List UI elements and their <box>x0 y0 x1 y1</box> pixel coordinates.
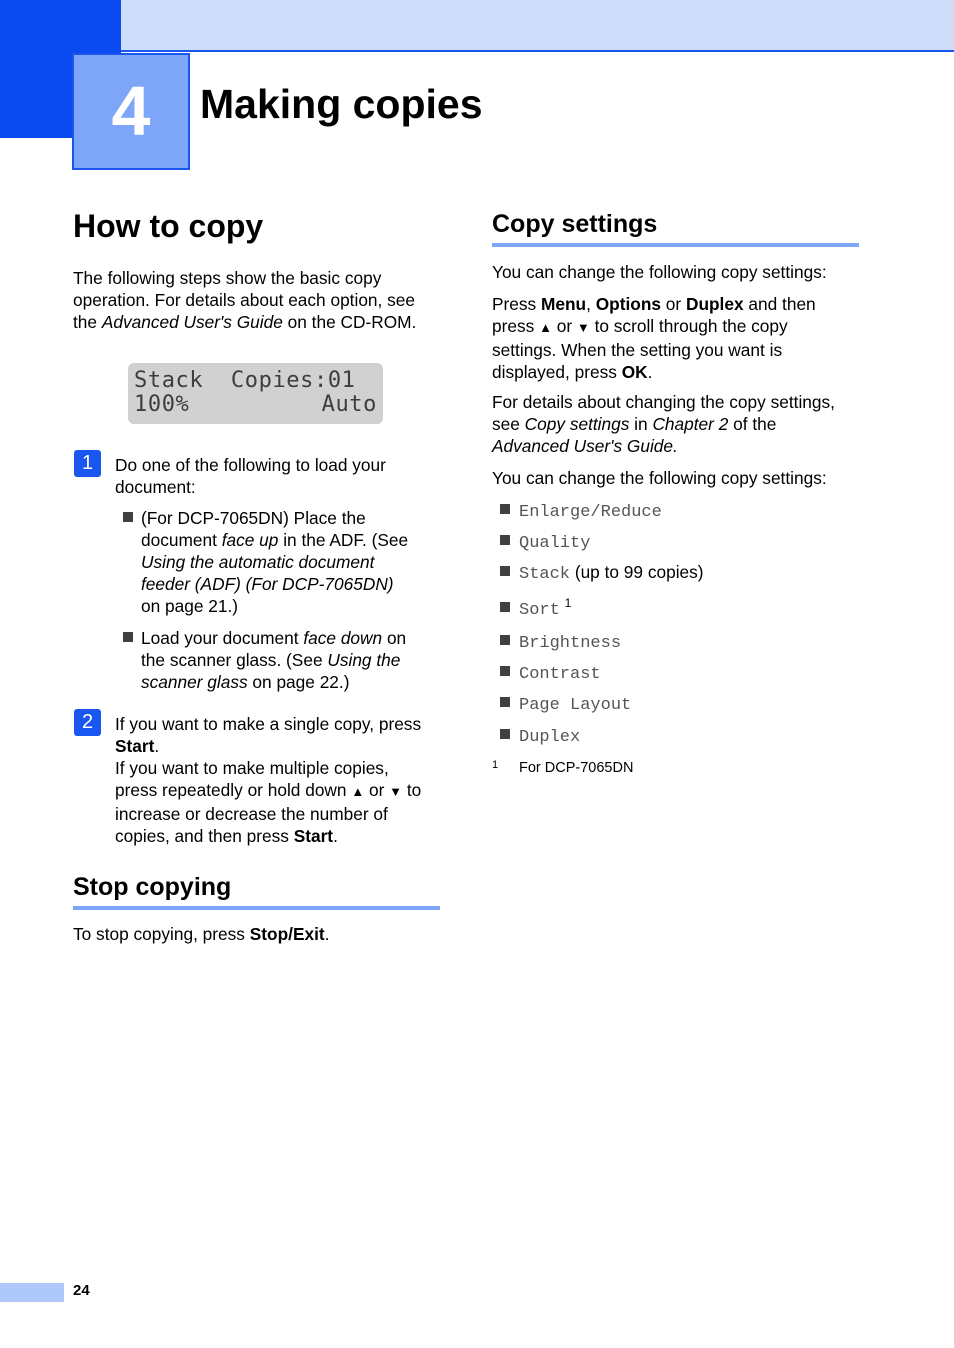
step-1-bullet-1: (For DCP-7065DN) Place the document face up in the ADF. (See Using the automatic document feeder (ADF) (For DCP-7065DN) on page 21.) <box>141 508 409 616</box>
copy-settings-instructions: Press Menu, Options or Duplex and then press ▲ or ▼ to scroll through the copy settings. When the setting you want is displayed, press OK. <box>492 294 816 382</box>
setting-item: Sort $^1$ <box>519 596 572 620</box>
chapter-number: 4 <box>72 53 190 170</box>
bullet-icon <box>500 566 510 576</box>
footer-bar <box>0 1283 64 1302</box>
down-arrow-icon: ▼ <box>389 784 403 799</box>
bullet-icon <box>123 632 133 642</box>
copy-settings-heading: Copy settings <box>492 210 658 238</box>
lcd-line-1: Stack Copies:01 <box>134 368 356 393</box>
stop-copying-text: To stop copying, press Stop/Exit. <box>73 924 330 944</box>
stop-copying-heading: Stop copying <box>73 873 232 901</box>
bullet-icon <box>500 535 510 545</box>
stop-copying-rule <box>73 906 440 910</box>
bullet-icon <box>123 512 133 522</box>
setting-item: Duplex <box>519 728 581 747</box>
up-arrow-icon: ▲ <box>539 320 552 335</box>
header-bar <box>0 0 954 52</box>
step-1-text: Do one of the following to load your document: <box>115 455 386 497</box>
bullet-icon <box>500 666 510 676</box>
intro-line: The following steps show the basic copy <box>73 268 382 288</box>
copy-settings-rule <box>492 243 859 247</box>
setting-item: Enlarge/Reduce <box>519 503 662 522</box>
lcd-display <box>128 363 383 424</box>
setting-item: Page Layout <box>519 696 632 715</box>
lcd-zoom-value: 100% <box>134 392 190 417</box>
copy-settings-details: For details about changing the copy settings, see Copy settings in Chapter 2 of the Advanced User's Guide. <box>492 392 835 456</box>
page-number: 24 <box>73 1282 90 1299</box>
step-2-icon: 2 <box>74 709 101 736</box>
bullet-icon <box>500 697 510 707</box>
intro-line: operation. For details about each option, see <box>73 290 416 310</box>
how-to-copy-heading: How to copy <box>73 208 264 244</box>
bullet-icon <box>500 602 510 612</box>
setting-item: Quality <box>519 534 591 553</box>
setting-item: Brightness <box>519 634 622 653</box>
footnote-ref: 1 <box>564 596 572 611</box>
step-1-icon: 1 <box>74 450 101 477</box>
bullet-icon <box>500 729 510 739</box>
copy-settings-intro: You can change the following copy settings: <box>492 262 827 282</box>
step-2-text: If you want to make a single copy, press Start. If you want to make multiple copies, press repeatedly or hold down ▲ or ▼ to increase or decrease the number of copies, and then press Start. <box>115 714 422 846</box>
setting-item: Contrast <box>519 665 601 684</box>
footnote-number: 1 <box>492 759 499 771</box>
intro-paragraph <box>73 267 453 333</box>
down-arrow-icon: ▼ <box>576 320 590 335</box>
copy-settings-list-intro: You can change the following copy settings: <box>492 468 827 488</box>
footnote-text: For DCP-7065DN <box>519 760 634 776</box>
step-1-bullet-2: Load your document face down on the scanner glass. (See Using the scanner glass on page 22.) <box>141 628 407 692</box>
intro-line: the Advanced User's Guide on the CD-ROM. <box>73 312 417 332</box>
chapter-title: Making copies <box>200 81 483 127</box>
setting-item: Stack (up to 99 copies) <box>519 562 704 584</box>
up-arrow-icon: ▲ <box>351 784 365 799</box>
lcd-quality-value: Auto <box>321 392 377 417</box>
lcd-line-2 <box>134 393 377 417</box>
bullet-icon <box>500 635 510 645</box>
bullet-icon <box>500 504 510 514</box>
